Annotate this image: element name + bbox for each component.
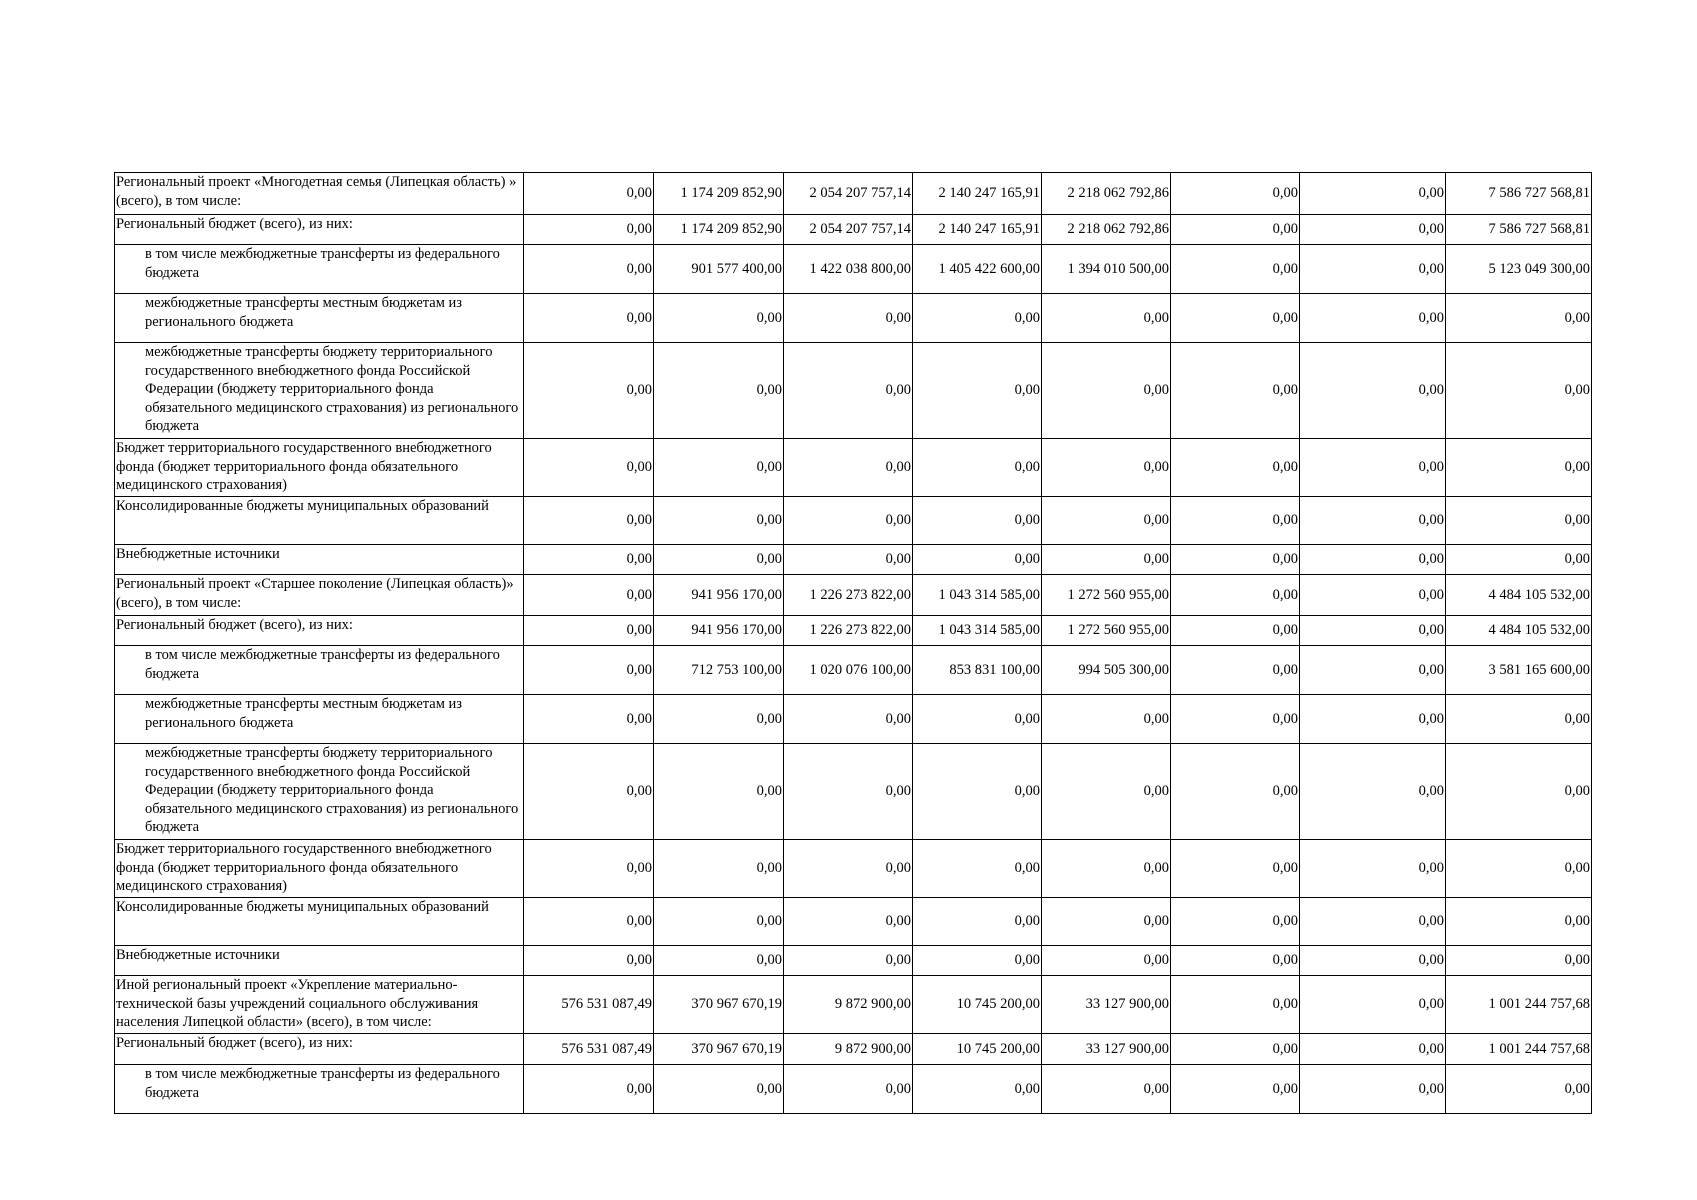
value-cell: 0,00 (1042, 946, 1171, 976)
row-label: Иной региональный проект «Укрепление материально-технической базы учреждений социального обслуживания населения Липецкой области» (всего), в том числе: (115, 976, 524, 1034)
value-cell: 0,00 (654, 744, 784, 840)
value-cell: 0,00 (524, 840, 654, 898)
value-cell: 0,00 (524, 744, 654, 840)
value-cell: 7 586 727 568,81 (1446, 173, 1592, 215)
row-label: Консолидированные бюджеты муниципальных образований (115, 497, 524, 545)
row-label: Региональный проект «Старшее поколение (Липецкая область)» (всего), в том числе: (115, 575, 524, 616)
table-row (115, 898, 1592, 946)
value-cell: 0,00 (524, 898, 654, 946)
value-cell: 1 226 273 822,00 (784, 616, 913, 646)
value-cell: 0,00 (1300, 744, 1446, 840)
value-cell: 9 872 900,00 (784, 1034, 913, 1065)
table-row (115, 976, 1592, 1034)
row-label: Региональный проект «Многодетная семья (Липецкая область) » (всего), в том числе: (115, 173, 524, 215)
value-cell: 0,00 (1300, 343, 1446, 439)
row-label: Внебюджетные источники (115, 545, 524, 575)
row-label: в том числе межбюджетные трансферты из федерального бюджета (115, 245, 524, 294)
value-cell: 0,00 (1300, 840, 1446, 898)
value-cell: 0,00 (1300, 575, 1446, 616)
value-cell: 0,00 (654, 840, 784, 898)
value-cell: 2 054 207 757,14 (784, 215, 913, 245)
value-cell: 0,00 (1300, 215, 1446, 245)
value-cell: 1 043 314 585,00 (913, 575, 1042, 616)
row-label: межбюджетные трансферты местным бюджетам из регионального бюджета (115, 294, 524, 343)
value-cell: 0,00 (1042, 497, 1171, 545)
value-cell: 0,00 (524, 946, 654, 976)
value-cell: 0,00 (524, 545, 654, 575)
value-cell: 9 872 900,00 (784, 976, 913, 1034)
value-cell: 0,00 (1171, 695, 1300, 744)
value-cell: 0,00 (1300, 173, 1446, 215)
value-cell: 0,00 (1446, 343, 1592, 439)
value-cell: 0,00 (1446, 744, 1592, 840)
value-cell: 33 127 900,00 (1042, 1034, 1171, 1065)
value-cell: 0,00 (524, 173, 654, 215)
value-cell: 0,00 (654, 343, 784, 439)
value-cell: 0,00 (1446, 294, 1592, 343)
value-cell: 3 581 165 600,00 (1446, 646, 1592, 695)
value-cell: 0,00 (1446, 545, 1592, 575)
value-cell: 0,00 (524, 575, 654, 616)
value-cell: 0,00 (784, 343, 913, 439)
value-cell: 0,00 (1300, 497, 1446, 545)
value-cell: 0,00 (913, 497, 1042, 545)
value-cell: 370 967 670,19 (654, 976, 784, 1034)
row-label: межбюджетные трансферты местным бюджетам из регионального бюджета (115, 695, 524, 744)
value-cell: 0,00 (913, 1065, 1042, 1114)
value-cell: 0,00 (913, 898, 1042, 946)
value-cell: 0,00 (913, 439, 1042, 497)
table-row (115, 245, 1592, 294)
value-cell: 1 394 010 500,00 (1042, 245, 1171, 294)
table-row (115, 497, 1592, 545)
value-cell: 0,00 (1171, 1034, 1300, 1065)
table-body (115, 173, 1592, 1114)
value-cell: 2 218 062 792,86 (1042, 173, 1171, 215)
table-row (115, 616, 1592, 646)
value-cell: 0,00 (1042, 1065, 1171, 1114)
value-cell: 0,00 (913, 946, 1042, 976)
value-cell: 712 753 100,00 (654, 646, 784, 695)
table-row (115, 1065, 1592, 1114)
value-cell: 0,00 (1171, 245, 1300, 294)
value-cell: 0,00 (1300, 545, 1446, 575)
value-cell: 0,00 (913, 695, 1042, 744)
value-cell: 1 020 076 100,00 (784, 646, 913, 695)
value-cell: 0,00 (913, 294, 1042, 343)
value-cell: 0,00 (1300, 1034, 1446, 1065)
value-cell: 0,00 (1171, 439, 1300, 497)
value-cell: 0,00 (1446, 946, 1592, 976)
value-cell: 0,00 (1300, 646, 1446, 695)
value-cell: 0,00 (913, 343, 1042, 439)
value-cell: 1 226 273 822,00 (784, 575, 913, 616)
value-cell: 0,00 (1171, 173, 1300, 215)
value-cell: 576 531 087,49 (524, 976, 654, 1034)
row-label: Бюджет территориального государственного внебюджетного фонда (бюджет территориального фонда обязательного медицинского страхования) (115, 439, 524, 497)
value-cell: 0,00 (1300, 695, 1446, 744)
value-cell: 0,00 (1446, 497, 1592, 545)
value-cell: 0,00 (1042, 294, 1171, 343)
value-cell: 0,00 (1300, 898, 1446, 946)
table-row (115, 439, 1592, 497)
value-cell: 0,00 (654, 898, 784, 946)
value-cell: 0,00 (784, 294, 913, 343)
value-cell: 0,00 (654, 545, 784, 575)
value-cell: 0,00 (913, 840, 1042, 898)
row-label: в том числе межбюджетные трансферты из федерального бюджета (115, 646, 524, 695)
value-cell: 10 745 200,00 (913, 1034, 1042, 1065)
value-cell: 0,00 (1446, 695, 1592, 744)
value-cell: 0,00 (784, 946, 913, 976)
value-cell: 0,00 (1446, 840, 1592, 898)
value-cell: 0,00 (1446, 898, 1592, 946)
value-cell: 941 956 170,00 (654, 616, 784, 646)
value-cell: 1 001 244 757,68 (1446, 1034, 1592, 1065)
value-cell: 1 272 560 955,00 (1042, 575, 1171, 616)
table-row (115, 1034, 1592, 1065)
value-cell: 0,00 (1171, 294, 1300, 343)
value-cell: 0,00 (524, 646, 654, 695)
value-cell: 1 001 244 757,68 (1446, 976, 1592, 1034)
value-cell: 0,00 (1171, 497, 1300, 545)
value-cell: 0,00 (654, 1065, 784, 1114)
row-label: в том числе межбюджетные трансферты из федерального бюджета (115, 1065, 524, 1114)
table-row (115, 343, 1592, 439)
table-row (115, 575, 1592, 616)
value-cell: 0,00 (1171, 616, 1300, 646)
value-cell: 0,00 (524, 1065, 654, 1114)
value-cell: 994 505 300,00 (1042, 646, 1171, 695)
value-cell: 1 043 314 585,00 (913, 616, 1042, 646)
value-cell: 0,00 (1171, 215, 1300, 245)
value-cell: 370 967 670,19 (654, 1034, 784, 1065)
value-cell: 2 140 247 165,91 (913, 215, 1042, 245)
value-cell: 0,00 (1300, 946, 1446, 976)
value-cell: 853 831 100,00 (913, 646, 1042, 695)
value-cell: 0,00 (524, 616, 654, 646)
table-row (115, 294, 1592, 343)
value-cell: 1 174 209 852,90 (654, 173, 784, 215)
row-label: Внебюджетные источники (115, 946, 524, 976)
value-cell: 0,00 (1042, 744, 1171, 840)
value-cell: 0,00 (784, 840, 913, 898)
value-cell: 2 140 247 165,91 (913, 173, 1042, 215)
value-cell: 0,00 (1300, 976, 1446, 1034)
value-cell: 4 484 105 532,00 (1446, 616, 1592, 646)
value-cell: 0,00 (1300, 294, 1446, 343)
value-cell: 0,00 (1042, 439, 1171, 497)
value-cell: 0,00 (1446, 1065, 1592, 1114)
value-cell: 0,00 (524, 497, 654, 545)
value-cell: 0,00 (524, 294, 654, 343)
value-cell: 33 127 900,00 (1042, 976, 1171, 1034)
value-cell: 0,00 (1171, 744, 1300, 840)
value-cell: 0,00 (784, 497, 913, 545)
table-row (115, 744, 1592, 840)
value-cell: 0,00 (1171, 976, 1300, 1034)
table-row (115, 840, 1592, 898)
value-cell: 0,00 (1042, 695, 1171, 744)
table-row (115, 646, 1592, 695)
budget-table (114, 172, 1592, 1114)
value-cell: 0,00 (654, 439, 784, 497)
table-row (115, 545, 1592, 575)
value-cell: 0,00 (784, 898, 913, 946)
value-cell: 0,00 (524, 695, 654, 744)
value-cell: 7 586 727 568,81 (1446, 215, 1592, 245)
table-row (115, 946, 1592, 976)
value-cell: 0,00 (1171, 898, 1300, 946)
row-label: Региональный бюджет (всего), из них: (115, 616, 524, 646)
value-cell: 0,00 (1300, 245, 1446, 294)
row-label: межбюджетные трансферты бюджету территориального государственного внебюджетного фонда Российской Федерации (бюджету территориального фонда обязательного медицинского страхования) из регионального бюджета (115, 343, 524, 439)
value-cell: 0,00 (1042, 343, 1171, 439)
value-cell: 0,00 (1300, 1065, 1446, 1114)
value-cell: 0,00 (1042, 840, 1171, 898)
value-cell: 0,00 (654, 294, 784, 343)
value-cell: 0,00 (654, 695, 784, 744)
value-cell: 0,00 (1300, 616, 1446, 646)
value-cell: 2 218 062 792,86 (1042, 215, 1171, 245)
value-cell: 0,00 (1171, 946, 1300, 976)
value-cell: 5 123 049 300,00 (1446, 245, 1592, 294)
value-cell: 941 956 170,00 (654, 575, 784, 616)
value-cell: 2 054 207 757,14 (784, 173, 913, 215)
value-cell: 0,00 (1171, 575, 1300, 616)
value-cell: 0,00 (1171, 1065, 1300, 1114)
value-cell: 0,00 (654, 497, 784, 545)
value-cell: 0,00 (524, 215, 654, 245)
value-cell: 1 422 038 800,00 (784, 245, 913, 294)
row-label: Консолидированные бюджеты муниципальных образований (115, 898, 524, 946)
value-cell: 0,00 (654, 946, 784, 976)
value-cell: 0,00 (784, 744, 913, 840)
table-row (115, 215, 1592, 245)
value-cell: 0,00 (784, 439, 913, 497)
value-cell: 0,00 (1171, 343, 1300, 439)
value-cell: 0,00 (784, 1065, 913, 1114)
value-cell: 0,00 (524, 245, 654, 294)
table-row (115, 173, 1592, 215)
value-cell: 576 531 087,49 (524, 1034, 654, 1065)
value-cell: 1 272 560 955,00 (1042, 616, 1171, 646)
row-label: Региональный бюджет (всего), из них: (115, 1034, 524, 1065)
value-cell: 0,00 (1042, 898, 1171, 946)
value-cell: 0,00 (784, 545, 913, 575)
value-cell: 0,00 (784, 695, 913, 744)
value-cell: 0,00 (1446, 439, 1592, 497)
value-cell: 901 577 400,00 (654, 245, 784, 294)
value-cell: 0,00 (1171, 646, 1300, 695)
value-cell: 0,00 (524, 439, 654, 497)
value-cell: 0,00 (1042, 545, 1171, 575)
row-label: Региональный бюджет (всего), из них: (115, 215, 524, 245)
value-cell: 0,00 (913, 545, 1042, 575)
value-cell: 10 745 200,00 (913, 976, 1042, 1034)
value-cell: 0,00 (913, 744, 1042, 840)
value-cell: 4 484 105 532,00 (1446, 575, 1592, 616)
value-cell: 0,00 (1300, 439, 1446, 497)
value-cell: 0,00 (1171, 840, 1300, 898)
value-cell: 0,00 (524, 343, 654, 439)
row-label: Бюджет территориального государственного внебюджетного фонда (бюджет территориального фонда обязательного медицинского страхования) (115, 840, 524, 898)
value-cell: 0,00 (1171, 545, 1300, 575)
value-cell: 1 174 209 852,90 (654, 215, 784, 245)
value-cell: 1 405 422 600,00 (913, 245, 1042, 294)
row-label: межбюджетные трансферты бюджету территориального государственного внебюджетного фонда Российской Федерации (бюджету территориального фонда обязательного медицинского страхования) из регионального бюджета (115, 744, 524, 840)
table-row (115, 695, 1592, 744)
